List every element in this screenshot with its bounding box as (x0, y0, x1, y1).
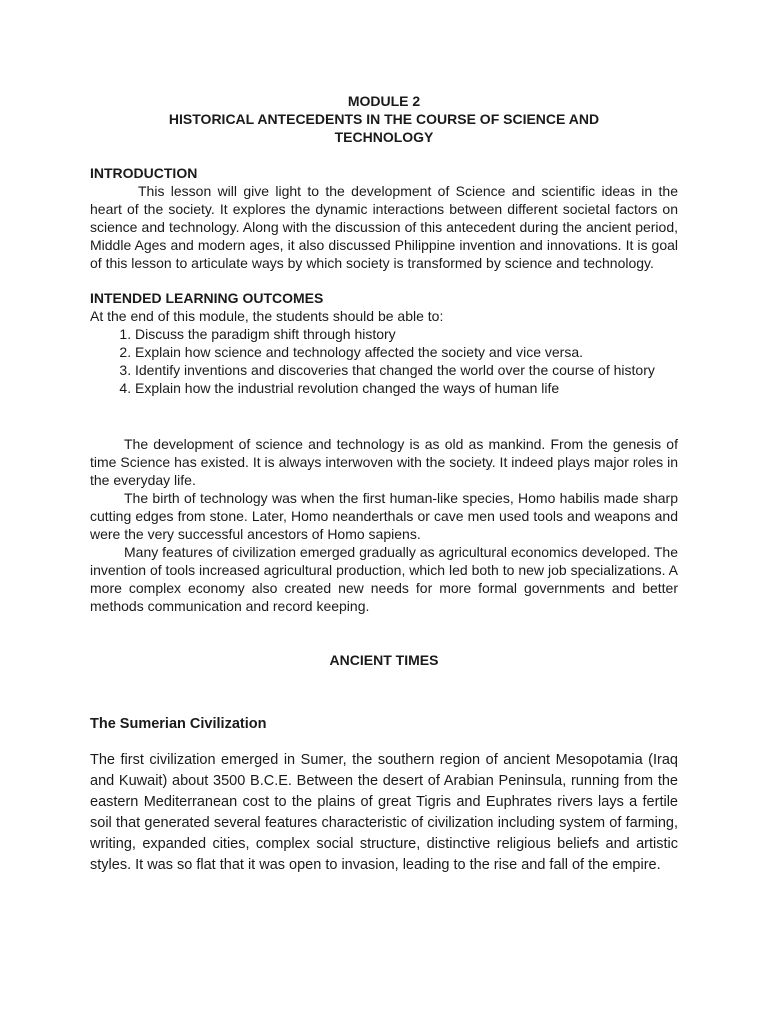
learning-outcomes-heading: INTENDED LEARNING OUTCOMES (90, 290, 324, 306)
outcome-item: 1. Discuss the paradigm shift through history (135, 325, 678, 343)
outcome-item: 3. Identify inventions and discoveries that changed the world over the course of history (135, 361, 678, 379)
body-paragraph: The development of science and technology is as old as mankind. From the genesis of time Science has existed. It is always interwoven with the society. It indeed plays major roles in the everyday life. (90, 436, 678, 488)
module-title-line-2: TECHNOLOGY (334, 129, 434, 145)
module-title-line-1: HISTORICAL ANTECEDENTS IN THE COURSE OF SCIENCE AND (168, 111, 600, 127)
introduction-paragraph: This lesson will give light to the development of Science and scientific ideas in the heart of the society. It explores the dynamic interactions between different societal factors on science and technology. Along with the discussion of this antecedent during the ancient period, Middle Ages and modern ages, it also discussed Philippine invention and innovations. It is goal of this lesson to articulate ways by which society is transformed by science and technology. (90, 183, 678, 271)
body-paragraph: Many features of civilization emerged gradually as agricultural economics developed. The invention of tools increased agricultural production, which led both to new job specializations. A more complex economy also created new needs for more formal governments and better methods communication and record keeping. (90, 544, 678, 614)
learning-outcomes-list (90, 325, 678, 397)
introduction-heading: INTRODUCTION (90, 165, 198, 181)
body-paragraph: The birth of technology was when the first human-like species, Homo habilis made sharp cutting edges from stone. Later, Homo neanderthals or cave men used tools and weapons and were the very successful ancestors of Homo sapiens. (90, 490, 678, 542)
outcome-item: 2. Explain how science and technology affected the society and vice versa. (135, 343, 678, 361)
outcome-item: 4. Explain how the industrial revolution changed the ways of human life (135, 379, 678, 397)
sumerian-civilization-heading: The Sumerian Civilization (90, 716, 267, 732)
body-text-block (90, 435, 678, 615)
module-title-block (90, 92, 678, 146)
document-page (90, 92, 678, 876)
learning-outcomes-lead: At the end of this module, the students should be able to: (90, 308, 444, 324)
sumerian-civilization-paragraph: The first civilization emerged in Sumer, the southern region of ancient Mesopotamia (Iraq and Kuwait) about 3500 B.C.E. Between the desert of Arabian Peninsula, running from the eastern Mediterranean cost to the plains of great Tigris and Euphrates rivers lays a fertile soil that generated several features characteristic of civilization including system of farming, writing, expanded cities, complex social structure, distinctive religious beliefs and artistic styles. It was so flat that it was open to invasion, leading to the rise and fall of the empire. (90, 752, 678, 873)
module-number: MODULE 2 (347, 93, 421, 109)
ancient-times-heading: ANCIENT TIMES (329, 652, 439, 668)
